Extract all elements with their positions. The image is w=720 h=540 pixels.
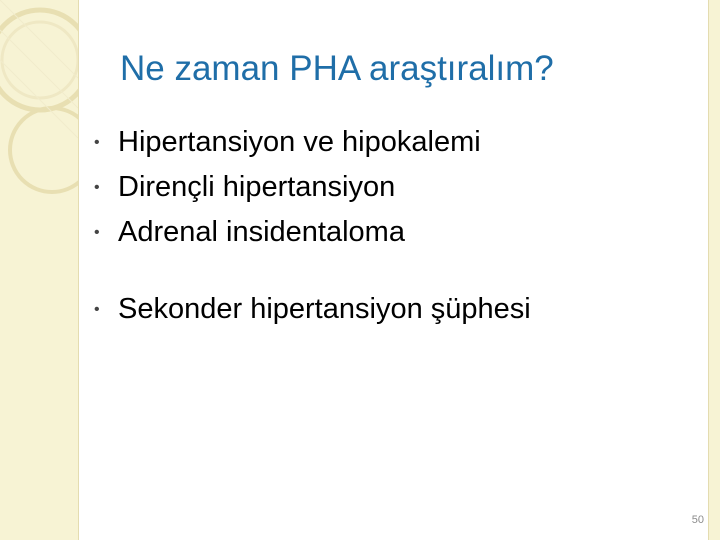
left-decorative-strip (0, 0, 79, 540)
bullet-text: Sekonder hipertansiyon şüphesi (118, 293, 531, 325)
bullet-list (90, 120, 531, 332)
bullet-item (90, 287, 531, 332)
decorative-rings (0, 0, 78, 540)
bullet-item (90, 120, 531, 165)
slide-title: Ne zaman PHA araştıralım? (120, 49, 554, 88)
bullet-text: Hipertansiyon ve hipokalemi (118, 126, 481, 158)
bullet-text: Dirençli hipertansiyon (118, 171, 396, 203)
page-number: 50 (691, 514, 704, 526)
bullet-item (90, 210, 531, 255)
bullet-icon: • (94, 134, 100, 151)
right-decorative-border (708, 0, 720, 540)
bullet-icon: • (94, 301, 100, 318)
bullet-icon: • (94, 179, 100, 196)
bullet-icon: • (94, 224, 100, 241)
bullet-item (90, 165, 531, 210)
bullet-text: Adrenal insidentaloma (118, 216, 405, 248)
